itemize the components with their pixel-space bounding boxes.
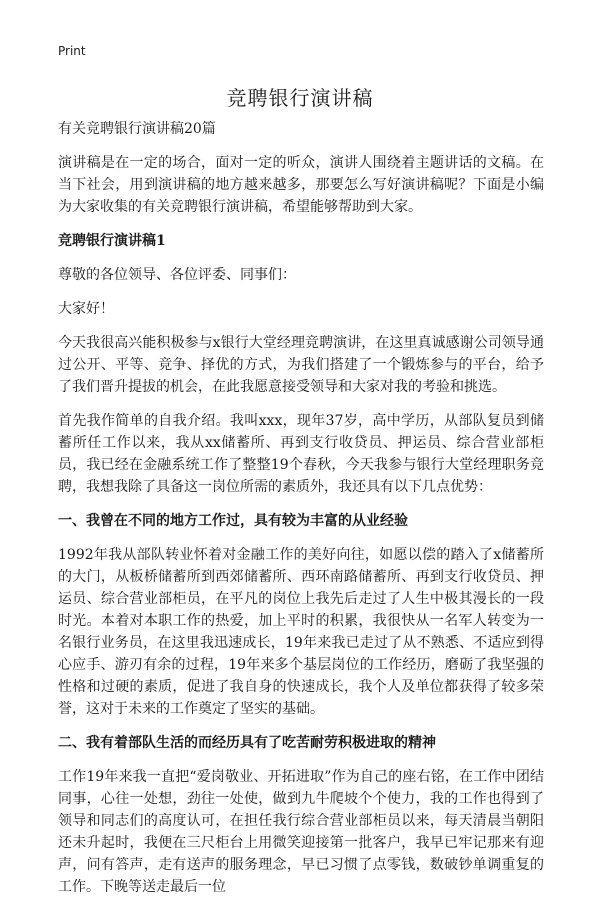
print-link[interactable]: Print <box>58 44 86 58</box>
page-title: 竞聘银行演讲稿 <box>226 86 374 110</box>
document-subtitle: 有关竞聘银行演讲稿20篇 <box>58 121 216 137</box>
subheading: 二、我有着部队生活的而经历具有了吃苦耐劳积极进取的精神 <box>58 735 436 751</box>
paragraph: 1992年我从部队转业怀着对金融工作的美好向往，如愿以偿的踏入了x储蓄所的大门，从板桥储蓄所到西郊储蓄所、西环南路储蓄所、再到支行收贷员、押运员、综合营业部柜员，在平凡的岗位上我先后走过了人生中极其漫长的一段时光。本着对本职工作的热爱，加上平时的积累，我很快从一名军人转变为一名银行业务员，在这里我迅速成长，19年来我已走过了从不熟悉、不适应到得心应手、游刃有余的过程，19年来多个基层岗位的工作经历，磨砺了我坚强的性格和过硬的素质，促进了我自身的快速成长，我个人及单位都获得了较多荣誉，这对于未来的工作奠定了坚实的基础。 <box>58 547 544 717</box>
subheading: 一、我曾在不同的地方工作过，具有较为丰富的从业经验 <box>58 513 408 529</box>
document-body <box>58 118 544 910</box>
hello-line: 大家好！ <box>58 301 114 317</box>
section-heading: 竞聘银行演讲稿1 <box>58 233 166 249</box>
paragraph: 今天我很高兴能积极参与x银行大堂经理竞聘演讲，在这里真诚感谢公司领导通过公开、平等、竞争、择优的方式，为我们搭建了一个锻炼参与的平台，给予了我们晋升提拔的机会，在此我愿意接受领导和大家对我的考验和挑选。 <box>58 335 544 395</box>
greeting-line: 尊敬的各位领导、各位评委、同事们： <box>58 267 296 283</box>
intro-paragraph: 演讲稿是在一定的场合，面对一定的听众，演讲人围绕着主题讲话的文稿。在当下社会，用到演讲稿的地方越来越多，那要怎么写好演讲稿呢？下面是小编为大家收集的有关竞聘银行演讲稿，希望能够帮助到大家。 <box>58 155 544 215</box>
paragraph: 首先我作简单的自我介绍。我叫xxx，现年37岁，高中学历，从部队复员到储蓄所任工作以来，我从xx储蓄所、再到支行收贷员、押运员、综合营业部柜员，我已经在金融系统工作了整整19个春秋，今天我参与银行大堂经理职务竞聘，我想我除了具备这一岗位所需的素质外，我还具有以下几点优势： <box>58 413 544 495</box>
paragraph: 工作19年来我一直把“爱岗敬业、开拓进取”作为自己的座右铭，在工作中团结同事，心往一处想，劲往一处使，做到九牛爬坡个个使力，我的工作也得到了领导和同志们的高度认可，在担任我行综合营业部柜员以来，每天清晨当朝阳还未升起时，我便在三尺柜台上用微笑迎接第一批客户，我早已牢记那来有迎声，问有答声，走有送声的服务理念，早已习惯了点零钱，数破钞单调重复的工作。下晚等送走最后一位 <box>58 769 544 895</box>
